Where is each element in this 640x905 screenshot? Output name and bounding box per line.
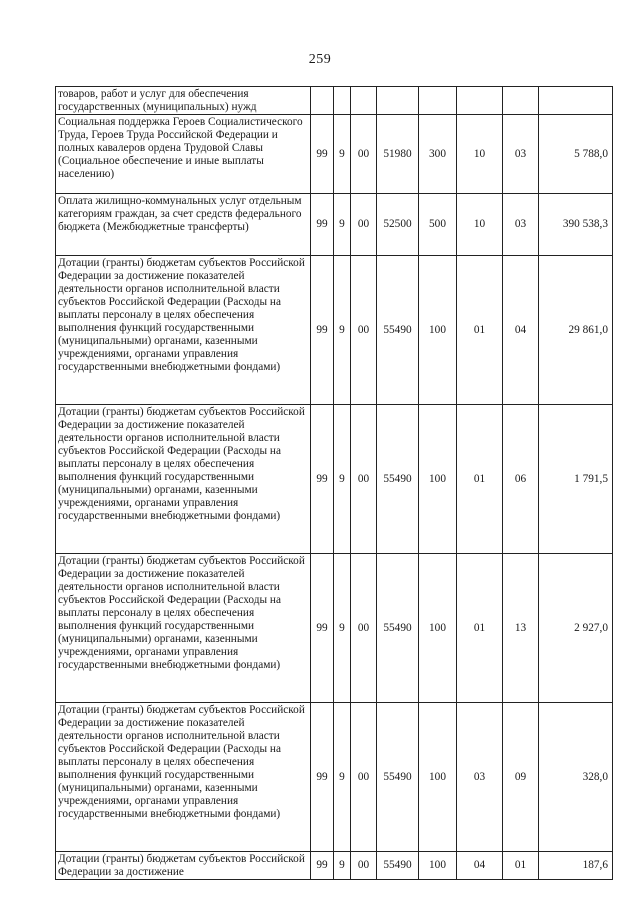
section-code: 01: [457, 554, 503, 703]
subsection-code: [503, 87, 539, 115]
direction-code: 55490: [377, 554, 419, 703]
main-activity-code: 00: [351, 703, 377, 852]
subsection-code: 03: [503, 115, 539, 194]
section-code: 04: [457, 852, 503, 880]
direction-code: 55490: [377, 852, 419, 880]
section-code: [457, 87, 503, 115]
main-activity-code: 00: [351, 405, 377, 554]
direction-code: 55490: [377, 256, 419, 405]
subprogram-code: 9: [334, 194, 351, 256]
table-row: [56, 554, 613, 703]
expense-name: Дотации (гранты) бюджетам субъектов Российской Федерации за достижение показателей деятельности органов исполнительной власти субъектов Российской Федерации (Расходы на выплаты персоналу в целях обеспечения выполнения функций государственными (муниципальными) органами, казенными учреждениями, органами управления государственными внебюджетными фондами): [56, 703, 311, 852]
subprogram-code: 9: [334, 852, 351, 880]
expense-name: Дотации (гранты) бюджетам субъектов Российской Федерации за достижение показателей деятельности органов исполнительной власти субъектов Российской Федерации (Расходы на выплаты персоналу в целях обеспечения выполнения функций государственными (муниципальными) органами, казенными учреждениями, органами управления государственными внебюджетными фондами): [56, 256, 311, 405]
subsection-code: 09: [503, 703, 539, 852]
amount: 328,0: [539, 703, 613, 852]
subprogram-code: 9: [334, 703, 351, 852]
program-code: [311, 87, 334, 115]
section-code: 10: [457, 194, 503, 256]
expense-type-code: 100: [419, 405, 457, 554]
program-code: 99: [311, 852, 334, 880]
section-code: 01: [457, 405, 503, 554]
direction-code: [377, 87, 419, 115]
subprogram-code: 9: [334, 554, 351, 703]
amount: 5 788,0: [539, 115, 613, 194]
expense-name: Социальная поддержка Героев Социалистического Труда, Героев Труда Российской Федерации и полных кавалеров ордена Трудовой Славы (Социальное обеспечение и иные выплаты населению): [56, 115, 311, 194]
expense-name: Оплата жилищно-коммунальных услуг отдельным категориям граждан, за счет средств федерального бюджета (Межбюджетные трансферты): [56, 194, 311, 256]
program-code: 99: [311, 703, 334, 852]
program-code: 99: [311, 194, 334, 256]
table-row: [56, 256, 613, 405]
expense-name: Дотации (гранты) бюджетам субъектов Российской Федерации за достижение показателей деятельности органов исполнительной власти субъектов Российской Федерации (Расходы на выплаты персоналу в целях обеспечения выполнения функций государственными (муниципальными) органами, казенными учреждениями, органами управления государственными внебюджетными фондами): [56, 554, 311, 703]
main-activity-code: 00: [351, 554, 377, 703]
subsection-code: 03: [503, 194, 539, 256]
direction-code: 55490: [377, 405, 419, 554]
page-number: 259: [308, 52, 332, 67]
direction-code: 55490: [377, 703, 419, 852]
section-code: 03: [457, 703, 503, 852]
table-row: [56, 703, 613, 852]
table-row: [56, 115, 613, 194]
budget-table: [55, 86, 613, 880]
expense-name: Дотации (гранты) бюджетам субъектов Российской Федерации за достижение показателей деятельности органов исполнительной власти субъектов Российской Федерации (Расходы на выплаты персоналу в целях обеспечения выполнения функций государственными (муниципальными) органами, казенными учреждениями, органами управления государственными внебюджетными фондами): [56, 405, 311, 554]
program-code: 99: [311, 256, 334, 405]
expense-type-code: 100: [419, 703, 457, 852]
main-activity-code: 00: [351, 256, 377, 405]
expense-type-code: 100: [419, 554, 457, 703]
table-row: [56, 852, 613, 880]
amount: 29 861,0: [539, 256, 613, 405]
amount: 187,6: [539, 852, 613, 880]
expense-type-code: 100: [419, 852, 457, 880]
amount: 1 791,5: [539, 405, 613, 554]
section-code: 01: [457, 256, 503, 405]
program-code: 99: [311, 554, 334, 703]
amount: [539, 87, 613, 115]
expense-type-code: 100: [419, 256, 457, 405]
expense-type-code: 500: [419, 194, 457, 256]
direction-code: 51980: [377, 115, 419, 194]
amount: 390 538,3: [539, 194, 613, 256]
subsection-code: 06: [503, 405, 539, 554]
main-activity-code: 00: [351, 194, 377, 256]
main-activity-code: [351, 87, 377, 115]
subprogram-code: [334, 87, 351, 115]
expense-type-code: [419, 87, 457, 115]
subsection-code: 04: [503, 256, 539, 405]
subprogram-code: 9: [334, 115, 351, 194]
table-row: [56, 405, 613, 554]
amount: 2 927,0: [539, 554, 613, 703]
subprogram-code: 9: [334, 405, 351, 554]
section-code: 10: [457, 115, 503, 194]
subsection-code: 13: [503, 554, 539, 703]
expense-type-code: 300: [419, 115, 457, 194]
table-row: [56, 87, 613, 115]
main-activity-code: 00: [351, 115, 377, 194]
subsection-code: 01: [503, 852, 539, 880]
program-code: 99: [311, 115, 334, 194]
expense-name: товаров, работ и услуг для обеспечения государственных (муниципальных) нужд: [56, 87, 311, 115]
program-code: 99: [311, 405, 334, 554]
table-row: [56, 194, 613, 256]
direction-code: 52500: [377, 194, 419, 256]
main-activity-code: 00: [351, 852, 377, 880]
expense-name: Дотации (гранты) бюджетам субъектов Российской Федерации за достижение: [56, 852, 311, 880]
subprogram-code: 9: [334, 256, 351, 405]
